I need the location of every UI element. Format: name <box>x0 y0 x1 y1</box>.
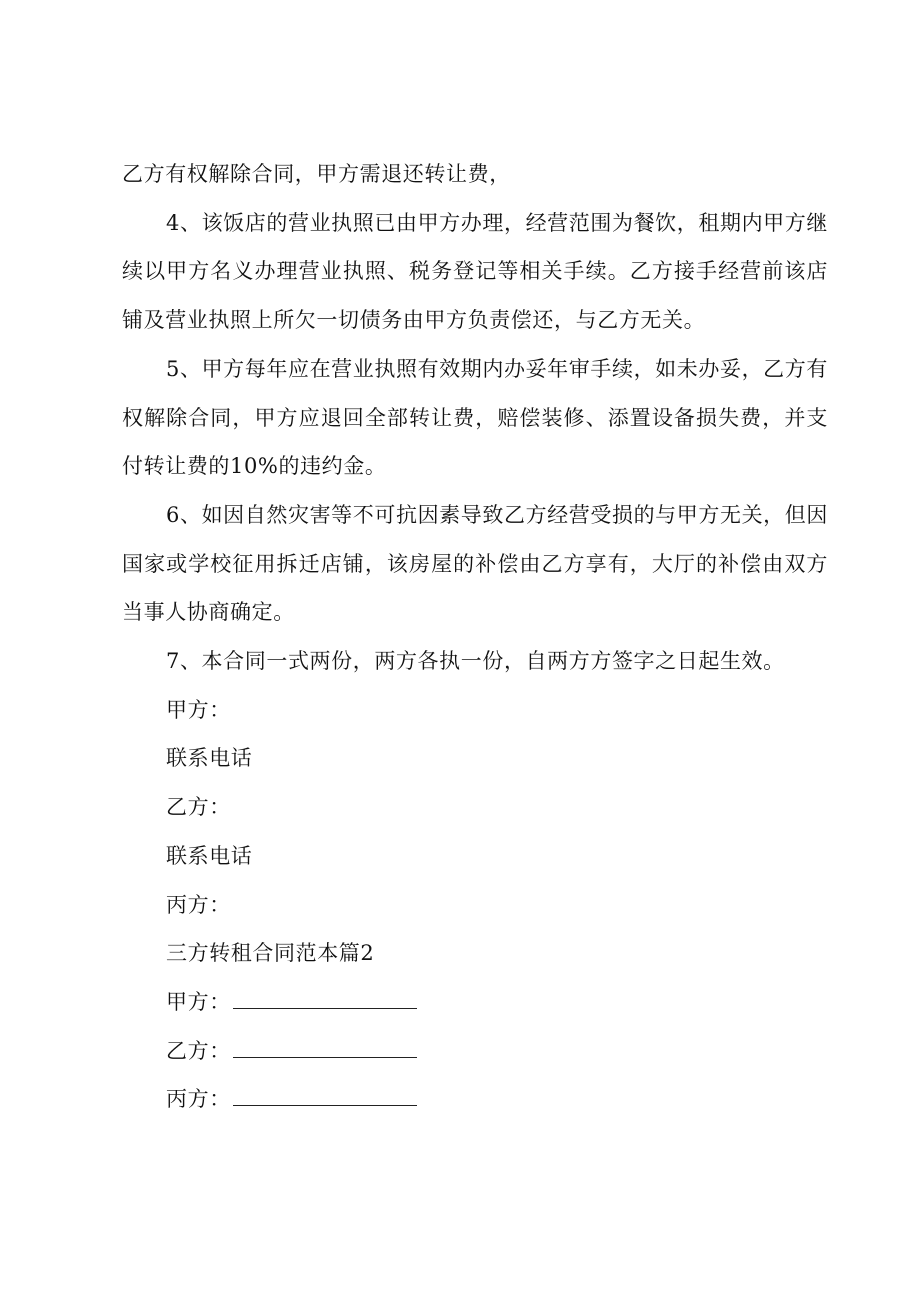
signature-party-c: 丙方： <box>166 892 231 917</box>
fill-label-party-a: 甲方： <box>166 989 231 1014</box>
clause-6: 6、如因自然灾害等不可抗因素导致乙方经营受损的与甲方无关，但因国家或学校征用拆迁店铺，该房屋的补偿由乙方享有，大厅的补偿由双方当事人协商确定。 <box>122 502 828 625</box>
signature-phone-b: 联系电话 <box>166 843 253 868</box>
blank-line-party-c <box>233 1081 417 1106</box>
signature-party-b: 乙方： <box>166 795 231 820</box>
blank-line-party-a <box>233 984 417 1009</box>
clause-5: 5、甲方每年应在营业执照有效期内办妥年审手续，如未办妥，乙方有权解除合同，甲方应退回全部转让费，赔偿装修、添置设备损失费，并支付转让费的10%的违约金。 <box>122 356 828 479</box>
fill-line-party-b <box>122 1027 828 1076</box>
blank-line-party-b <box>233 1033 417 1058</box>
clause-7: 7、本合同一式两份，两方各执一份，自两方方签字之日起生效。 <box>166 649 785 674</box>
contract-body <box>122 150 828 1124</box>
clause-4: 4、该饭店的营业执照已由甲方办理，经营范围为餐饮，租期内甲方继续以甲方名义办理营业执照、税务登记等相关手续。乙方接手经营前该店铺及营业执照上所欠一切债务由甲方负责偿还，与乙方无关。 <box>122 210 828 333</box>
fill-label-party-c: 丙方： <box>166 1087 231 1112</box>
paragraph-continuation: 乙方有权解除合同，甲方需退还转让费， <box>122 162 511 186</box>
fill-label-party-b: 乙方： <box>166 1038 231 1063</box>
signature-party-a: 甲方： <box>166 697 231 722</box>
fill-line-party-a <box>122 978 828 1027</box>
fill-line-party-c <box>122 1075 828 1124</box>
signature-phone-a: 联系电话 <box>166 746 253 771</box>
section-title: 三方转租合同范本篇2 <box>166 941 375 966</box>
